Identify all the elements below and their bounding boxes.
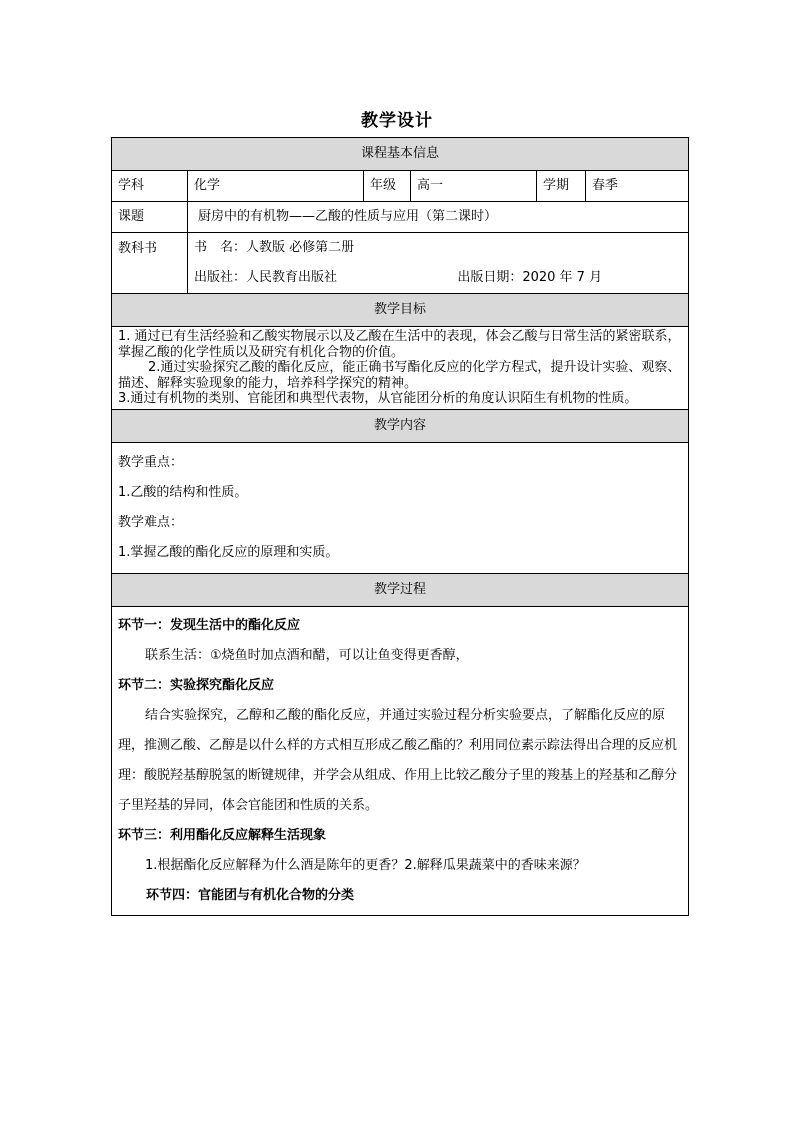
publish-date: 出版日期：2020 年 7 月: [457, 270, 603, 286]
content-header-row: [112, 409, 689, 442]
process-cell: [112, 606, 689, 915]
subject-row: [112, 171, 689, 202]
document-title: 教学设计: [361, 111, 433, 131]
publisher-cell: [188, 263, 689, 294]
objective-item: 3.通过有机物的类别、官能团和典型代表物，从官能团分析的角度认识陌生有机物的性质。: [118, 391, 638, 407]
topic-row: [112, 202, 689, 233]
textbook-row: [112, 233, 689, 264]
content-row: [112, 442, 689, 573]
difficulty-item: 1.掌握乙酸的酯化反应的原理和实质。: [118, 544, 339, 560]
objectives-cell: [112, 327, 689, 410]
basic-info-header: 课程基本信息: [112, 138, 689, 171]
step2-title: 环节二：实验探究酯化反应: [118, 677, 275, 693]
process-header-row: [112, 573, 689, 606]
textbook-label: 教科书: [112, 233, 188, 294]
process-header: 教学过程: [112, 573, 689, 606]
process-row: [112, 606, 689, 915]
publisher-row: [112, 263, 689, 294]
step1-text: 联系生活：①烧鱼时加点酒和醋，可以让鱼变得更香醇，: [145, 647, 469, 663]
topic-value: 厨房中的有机物——乙酸的性质与应用（第二课时）: [188, 202, 689, 233]
objectives-header-row: [112, 294, 689, 327]
step3-text: 1.根据酯化反应解释为什么酒是陈年的更香？2.解释瓜果蔬菜中的香味来源？: [145, 857, 586, 873]
grade-value: 高一: [411, 171, 537, 202]
grade-label: 年级: [364, 171, 411, 202]
objectives-header: 教学目标: [112, 294, 689, 327]
objectives-row: [112, 327, 689, 410]
content-header: 教学内容: [112, 409, 689, 442]
objective-item: 1. 通过已有生活经验和乙酸实物展示以及乙酸在生活中的表现，体会乙酸与日常生活的紧密联系，掌握乙酸的化学性质以及研究有机化合物的价值。: [118, 329, 681, 360]
lesson-plan-table: [111, 137, 689, 916]
step3-title: 环节三：利用酯化反应解释生活现象: [118, 827, 327, 843]
term-value: 春季: [586, 171, 689, 202]
subject-label: 学科: [112, 171, 188, 202]
step4-title: 环节四：官能团与有机化合物的分类: [146, 887, 355, 903]
basic-info-header-row: [112, 138, 689, 171]
key-point-item: 1.乙酸的结构和性质。: [118, 484, 248, 500]
topic-label: 课题: [112, 202, 188, 233]
subject-value: 化学: [188, 171, 364, 202]
objective-item: 2.通过实验探究乙酸的酯化反应，能正确书写酯化反应的化学方程式，提升设计实验、观察、描述、解释实验现象的能力，培养科学探究的精神。: [118, 360, 681, 391]
key-point-label: 教学重点：: [118, 454, 184, 470]
publisher: 出版社：人民教育出版社: [194, 270, 338, 286]
term-label: 学期: [537, 171, 586, 202]
step1-title: 环节一：发现生活中的酯化反应: [118, 617, 301, 633]
step2-text: 结合实验探究，乙醇和乙酸的酯化反应，并通过实验过程分析实验要点，了解酯化反应的原理，推测乙酸、乙醇是以什么样的方式相互形成乙酸乙酯的？利用同位素示踪法得出合理的反应机理：酸脱羟基醇脱氢的断键规律，并学会从组成、作用上比较乙酸分子里的羧基上的羟基和乙醇分子里羟基的异同，体会官能团和性质的关系。: [118, 707, 678, 813]
difficulty-label: 教学难点：: [118, 514, 184, 530]
book-name: 书 名：人教版 必修第二册: [188, 233, 689, 264]
content-cell: [112, 442, 689, 573]
